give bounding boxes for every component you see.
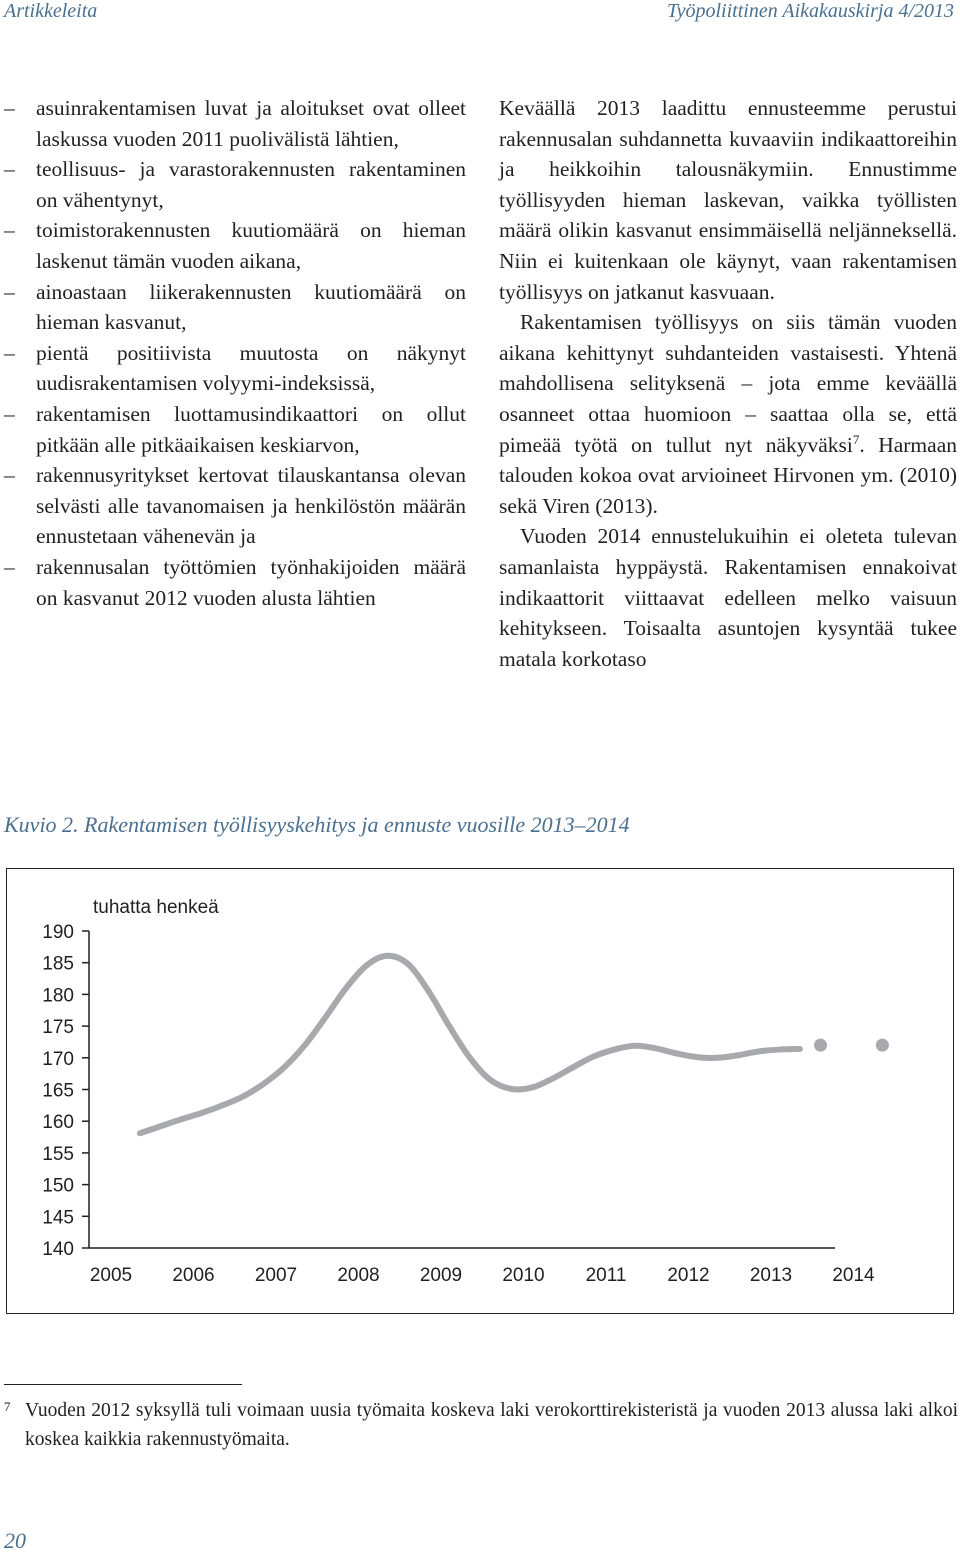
x-tick-label: 2007 [254,1265,298,1286]
y-tick-label: 170 [42,1048,74,1070]
bullet-item: – pientä positiivista muutosta on näkynyt uudisrakentamisen volyymi-indeksissä, [4,338,466,399]
footnote-text: Vuoden 2012 syksyllä tuli voimaan uusia työmaita koskeva laki verokorttirekisteristä ja vuoden 2013 alussa laki alkoi koskea kaikkia rakennustyömaita. [25,1400,958,1450]
running-header [0,0,960,28]
forecast-points [814,1039,889,1052]
bullet-item: – teollisuus- ja varastorakennusten rakentaminen on vähentynyt, [4,154,466,215]
paragraph-3: Vuoden 2014 ennustelukuihin ei oleteta tulevan samanlaista hyppäystä. Rakentamisen ennakoivat indikaattorit viittaavat edelleen melko vaisuun kehitykseen. Toisaalta asuntojen kysyntää tukee matala korkotaso [499,524,957,671]
bullet-item: – rakentamisen luottamusindikaattori on ollut pitkään alle pitkäaikaisen keskiarvon, [4,399,466,460]
x-tick-label: 2008 [337,1265,380,1286]
footnote-number: 7 [4,1399,11,1414]
paragraph-2-text-end: . Harmaan talouden kokoa ovat arvioineet Hirvonen ym. (2010) sekä Viren (2013). [499,432,957,518]
x-tick-label: 2013 [749,1265,793,1286]
x-tick-label: 2009 [419,1265,463,1286]
bullet-list [4,93,466,613]
y-ticks [42,922,89,1260]
section-label: Artikkeleita [4,0,98,22]
employment-line-chart [7,869,953,1313]
figure-caption: Kuvio 2. Rakentamisen työllisyyskehitys ja ennuste vuosille 2013–2014 [4,812,630,837]
x-tick-label: 2012 [667,1265,710,1286]
paragraph-2-text: Rakentamisen työllisyys on siis tämän vuoden aikana kehittynyt suhdanteiden vastaisesti. Yhtenä mahdollisena selityksenä – jota emme keväällä osanneet ottaa huomioon – saattaa olla se, että pimeää työtä on tullut nyt näkyväksi [499,310,957,457]
y-tick-label: 140 [42,1239,74,1260]
paragraph-1: Keväällä 2013 laadittu ennusteemme perustui rakennusalan suhdannetta kuvaaviin indikaattoreihin ja heikkoihin talousnäkymiin. Ennustimme työllisyyden hieman laskevan, vaikka työllisten määrä olikin kasvanut ensimmäisellä neljänneksellä. Niin ei kuitenkaan ole käynyt, vaan rakentamisen työllisyys on jatkanut kasvuaan. [499,96,957,304]
observed-series-line [140,956,800,1134]
paragraph-2 [499,307,957,521]
y-tick-label: 165 [42,1080,74,1102]
x-tick-label: 2006 [172,1265,215,1286]
forecast-point [876,1039,889,1052]
bullet-item: – rakennusyritykset kertovat tilauskantansa olevan selvästi alle tavanomaisen ja henkilöstön määrän ennustetaan vähenevän ja [4,460,466,552]
bullet-item: – toimistorakennusten kuutiomäärä on hieman laskenut tämän vuoden aikana, [4,215,466,276]
y-tick-label: 175 [42,1017,74,1039]
journal-title: Työpoliittinen Aikakauskirja 4/2013 [666,0,954,22]
left-column [4,93,466,613]
x-ticks [90,1265,875,1286]
x-tick-label: 2014 [832,1265,875,1286]
bullet-item: – asuinrakentamisen luvat ja aloitukset ovat olleet laskussa vuoden 2011 puolivälistä lähtien, [4,93,466,154]
bullet-item: – ainoastaan liikerakennusten kuutiomäärä on hieman kasvanut, [4,277,466,338]
x-tick-label: 2010 [502,1265,545,1286]
forecast-point [814,1039,827,1052]
y-tick-label: 185 [42,953,74,975]
footnote [4,1396,958,1454]
footnote-rule [4,1384,242,1385]
unit-label: tuhatta henkeä [93,897,219,918]
y-tick-label: 190 [42,922,74,943]
bullet-item: – rakennusalan työttömien työnhakijoiden määrä on kasvanut 2012 vuoden alusta lähtien [4,552,466,613]
x-tick-label: 2011 [585,1265,627,1286]
right-column [499,93,957,674]
footnote-reference[interactable]: 7 [852,431,860,447]
y-tick-label: 155 [42,1143,74,1165]
y-tick-label: 160 [42,1112,74,1134]
page-number: 20 [4,1528,26,1553]
y-tick-label: 145 [42,1207,74,1229]
x-tick-label: 2005 [89,1265,133,1286]
chart-frame [6,868,954,1314]
y-tick-label: 150 [42,1175,74,1197]
y-tick-label: 180 [42,985,74,1007]
